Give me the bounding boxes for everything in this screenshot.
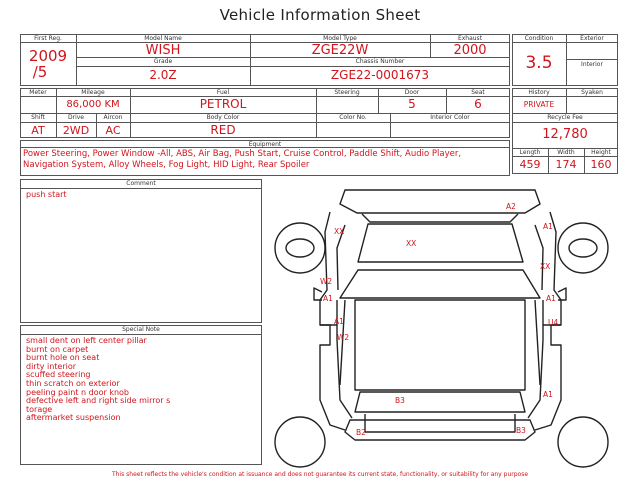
grade-label: Grade [153,58,173,65]
door-value: 5 [408,97,416,111]
height-value: 160 [590,158,612,171]
chassis-number-value: ZGE22-0001673 [330,68,430,82]
equipment-text: Power Steering, Power Window -All, ABS, Air Bag, Push Start, Cruise Control, Paddle Shift, Audio Player, Navigation System, Alloy Wheels, Fog Light, HID Light, Rear Spoiler [23,149,462,170]
drive-value: 2WD [62,124,90,137]
front-right-wheel [558,223,608,273]
rear-left-wheel [275,417,325,467]
equipment-label: Equipment [248,141,282,148]
damage-mark-a1-right-rear: A1 [543,390,553,399]
special-note-item: torage [26,404,53,414]
special-note-item: small dent on left center pillar [26,336,147,345]
damage-mark-a1-left-rear-door: A1 [334,317,344,326]
recycle-fee-value: 12,780 [542,127,588,142]
windshield [340,270,540,298]
seat-value: 6 [474,97,482,111]
sheet-title: Vehicle Information Sheet [219,6,421,24]
model-type-value: ZGE22W [311,43,369,58]
condition-label: Condition [524,35,554,42]
hood-panel [358,224,523,262]
rear-bumper [345,420,535,440]
damage-mark-w2-left-rear: W2 [337,333,350,342]
front-right-hub [569,239,597,257]
special-note-item: scuffed steering [26,370,91,380]
exhaust-value: 2000 [453,43,487,58]
body-color-label: Body Color [206,114,240,121]
exhaust-label: Exhaust [457,35,483,42]
first-reg-label: First Reg. [34,35,62,42]
damage-mark-b3: B3 [395,396,405,405]
body-color-value: RED [210,123,236,137]
condition-value: 3.5 [525,53,553,73]
rear-window [355,392,525,412]
roof-line-left [340,300,345,385]
history-label: History [528,89,550,96]
width-value: 174 [555,158,577,171]
shift-label: Shift [31,114,45,121]
mileage-label: Mileage [81,89,105,96]
color-no-label: Color No. [339,114,367,121]
damage-mark-a1-front-right: A1 [543,222,553,231]
chassis-number-label: Chassis Number [355,58,405,65]
model-name-value: WISH [145,43,181,58]
fuel-value: PETROL [199,97,247,111]
history-value: PRIVATE [523,100,555,109]
aircon-value: AC [105,124,121,137]
front-left-wheel [275,223,325,273]
grade-value: 2.0Z [149,68,177,82]
model-name-label: Model Name [144,35,182,42]
damage-mark-b3-rear-right: B3 [516,426,526,435]
roof-line-right [535,300,540,385]
length-label: Length [519,149,541,156]
door-label: Door [404,89,420,96]
damage-mark-a1-right-front-door: A1 [546,294,556,303]
damage-mark-u4-right: U4 [548,318,559,327]
comment-item: push start [26,190,67,199]
special-note-item: thin scratch on exterior [26,378,120,388]
damage-mark-w2-left: W2 [320,277,333,286]
damage-mark-xx-front-left: XX [334,227,345,236]
model-type-label: Model Type [323,35,357,42]
special-note-item: burnt on carpet [26,344,89,354]
rear-right-wheel [558,417,608,467]
aircon-label: Aircon [103,114,123,121]
right-fender-inner [535,225,543,290]
shift-value: AT [31,124,45,137]
width-label: Width [557,149,575,156]
hood [362,214,518,222]
steering-label: Steering [334,89,360,96]
special-note-item: defective left and right side mirror s [26,396,171,406]
meter-label: Meter [29,89,47,96]
damage-mark-b2: B2 [356,428,366,437]
special-note-label: Special Note [122,326,160,333]
length-value: 459 [519,158,541,171]
syaken-label: Syaken [581,89,603,96]
damage-mark-a1-left-front-door: A1 [323,294,333,303]
comment-label: Comment [126,180,156,187]
damage-mark-a2: A2 [506,202,516,211]
fuel-label: Fuel [216,89,230,96]
drive-label: Drive [68,114,84,121]
special-note-item: burnt hole on seat [26,353,100,363]
height-label: Height [591,149,611,156]
roof [355,300,525,390]
special-note-item: aftermarket suspension [26,413,121,423]
interior-color-label: Interior Color [430,114,470,121]
recycle-fee-label: Recycle Fee [547,114,583,121]
mileage-value: 86,000 KM [66,99,120,110]
disclaimer-footer: This sheet reflects the vehicle's condition at issuance and does not guarantee its current state, functionality, or suitability for any purpose [111,471,529,478]
special-note-item: dirty interior [26,361,77,371]
tailgate [365,414,515,432]
exterior-label: Exterior [580,35,604,42]
special-note-item: peeling paint n door knob [26,387,129,397]
seat-label: Seat [471,89,485,96]
damage-mark-xx-hood: XX [406,239,417,248]
first-reg-month: /5 [32,63,48,81]
front-left-hub [286,239,314,257]
first-reg-year: 2009 [28,47,68,65]
damage-mark-xx-right: XX [540,262,551,271]
interior-label: Interior [581,61,603,68]
